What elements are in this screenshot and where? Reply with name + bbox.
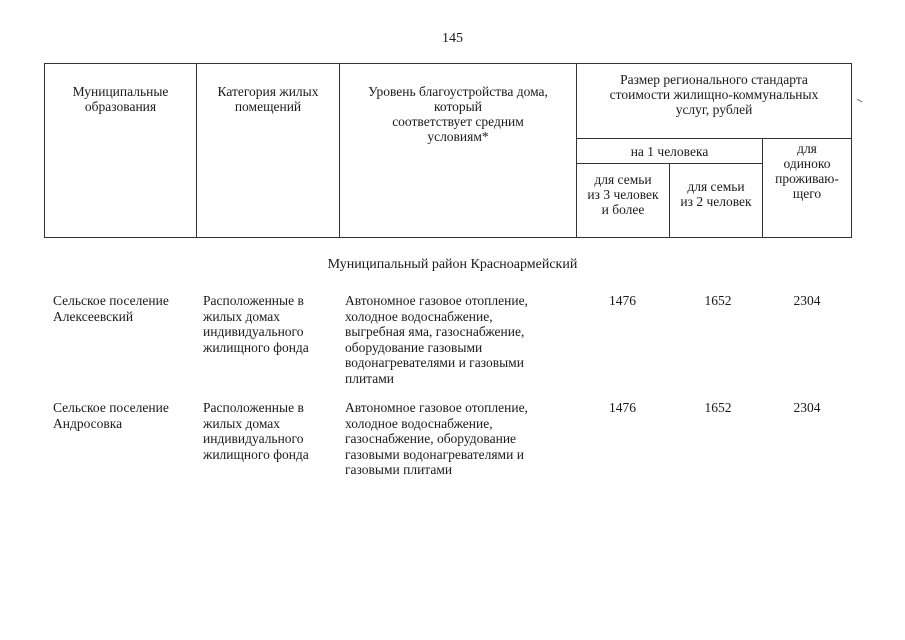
scan-mark [855,99,862,105]
table-header [44,63,852,238]
cell-single: 2304 [793,293,821,308]
cell-municipal: Сельское поселение Андросовка [53,400,169,431]
header-single: для одиноко проживаю- щего [763,139,852,238]
header-family3: для семьи из 3 человек и более [577,164,670,238]
cell-level: Автономное газовое отопление, холодное водоснабжение, газоснабжение, оборудование газовыми водонагревателями и газовыми плитами [345,400,528,477]
cell-category: Расположенные в жилых домах индивидуального жилищного фонда [203,293,309,355]
cell-category: Расположенные в жилых домах индивидуального жилищного фонда [203,400,309,462]
cell-municipal: Сельское поселение Алексеевский [53,293,169,324]
cell-family2: 1652 [704,400,732,415]
header-municipal: Муниципальные образования [45,64,197,238]
header-family2: для семьи из 2 человек [670,164,763,238]
cell-single: 2304 [793,400,821,415]
cell-family2: 1652 [704,293,732,308]
header-level: Уровень благоустройства дома, который соответствует средним условиям* [340,64,577,238]
cell-family3: 1476 [609,293,636,308]
section-title: Муниципальный район Красноармейский [327,257,578,272]
header-category: Категория жилых помещений [197,64,340,238]
page-number: 145 [442,31,463,46]
cell-level: Автономное газовое отопление, холодное водоснабжение, выгребная яма, газоснабжение, оборудование газовыми водонагревателями и газовыми плитами [345,293,528,386]
header-per-person: на 1 человека [577,139,763,164]
cell-family3: 1476 [609,400,636,415]
header-standard: Размер регионального стандарта стоимости жилищно-коммунальных услуг, рублей [577,64,852,139]
